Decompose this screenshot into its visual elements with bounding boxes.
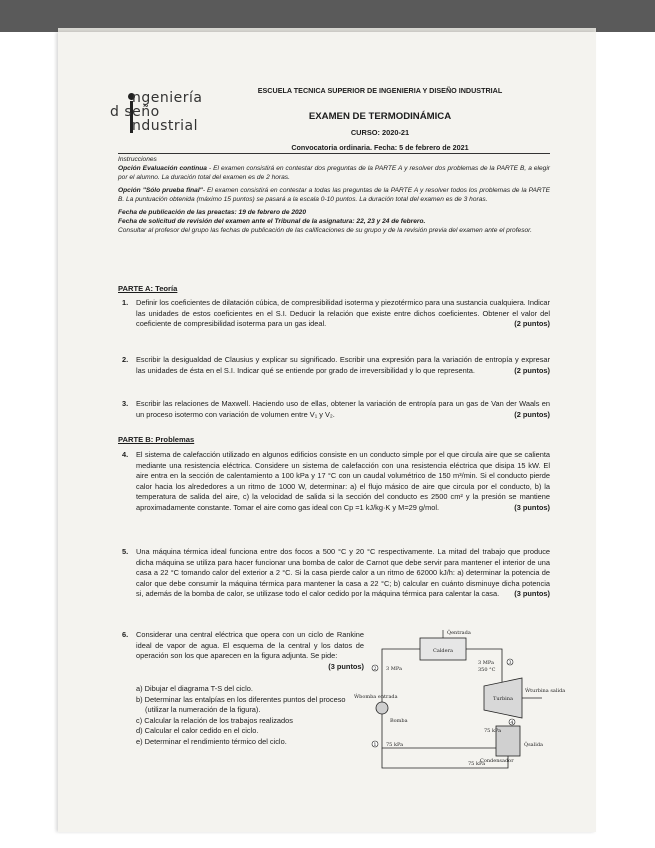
question-1-text: Definir los coeficientes de dilatación cúbica, de compresibilidad isoterma y piezotérmico para una sustancia cualquiera. Indicar las unidades de estos coeficientes en el S.I. Deducir la relación que existe entre dichos coeficientes. Obtener el valor del coeficiente de compresibilidad isoterma para un gas ideal. xyxy=(136,298,550,328)
boiler-label: Caldera xyxy=(433,648,453,654)
state-2-number: 2 xyxy=(373,666,377,672)
condenser-label: Condensador xyxy=(480,758,514,764)
question-6-points: (3 puntos) xyxy=(328,661,364,671)
question-4 xyxy=(122,450,550,513)
state-4-pressure: 75 kPa xyxy=(484,728,502,734)
exam-title: EXAMEN DE TERMODINÁMICA xyxy=(308,111,452,122)
option-continuous xyxy=(118,164,550,182)
question-6-item-b: b) Determinar las entalpías en los diferentes puntos del proceso (utilizar la numeración de la figura). xyxy=(136,694,346,714)
instructions-note: Consultar al profesor del grupo las fechas de publicación de las calificaciones de su grupo y de la revisión previa del examen ante el profesor. xyxy=(118,227,532,235)
header-divider xyxy=(118,153,550,154)
question-5 xyxy=(122,547,550,600)
question-2-points: (2 puntos) xyxy=(514,365,550,375)
option-continuous-text: - El examen consistirá en contestar dos preguntas de la PARTE A y resolver dos problemas de la PARTE B, a elegir por el alumno. La duración total del examen es de 2 horas. xyxy=(118,165,550,182)
pump-shape xyxy=(376,702,388,714)
logo-line-3: ndustrial xyxy=(132,118,199,134)
pump-in-label: Ẇbomba entrada xyxy=(354,694,398,700)
question-4-points: (3 puntos) xyxy=(514,502,550,512)
question-6 xyxy=(122,630,364,672)
pump-label: Bomba xyxy=(390,718,408,724)
instructions-heading: Instrucciones xyxy=(118,156,157,163)
part-b-title: PARTE B: Problemas xyxy=(118,435,195,444)
question-6-item-d: d) Calcular el calor cedido en el ciclo. xyxy=(136,726,259,735)
state-1-pressure: 75 kPa xyxy=(386,742,404,748)
question-6-items xyxy=(136,684,362,747)
question-5-number: 5. xyxy=(122,547,129,556)
logo-line-2: d seño xyxy=(110,104,160,120)
bottom-pressure: 75 kPa xyxy=(468,761,486,767)
part-a-title: PARTE A: Teoría xyxy=(118,284,178,293)
turbine-out-label: Ẇturbina salida xyxy=(525,688,566,694)
question-2 xyxy=(122,355,550,376)
question-1-points: (2 puntos) xyxy=(514,319,550,328)
question-3-text: Escribir las relaciones de Maxwell. Haciendo uso de ellas, obtener la variación de entropía para un gas de Van der Waals en un proceso isotermo con variación de volumen entre V₁ y V₂. xyxy=(136,399,550,419)
rankine-cycle-diagram xyxy=(354,628,566,776)
question-6-number: 6. xyxy=(122,630,129,639)
course-label: CURSO: 2020-21 xyxy=(350,128,410,137)
question-2-text: Escribir la desigualdad de Clausius y explicar su significado. Escribir una expresión para la variación de entropía y expresar las unidades de ésta en el S.I. Indicar qué se entiende por grado de irreversibilidad y lo que representa. xyxy=(136,355,550,375)
question-3 xyxy=(122,399,550,420)
school-name: ESCUELA TECNICA SUPERIOR DE INGENIERIA Y DISEÑO INDUSTRIAL xyxy=(257,86,503,95)
state-3-pressure: 3 MPa xyxy=(478,660,495,666)
school-logo xyxy=(100,88,225,148)
question-4-number: 4. xyxy=(122,450,129,459)
option-final xyxy=(118,186,550,204)
preactas-date: Fecha de publicación de las preactas: 19 de febrero de 2020 xyxy=(118,209,306,217)
question-6-item-a: a) Dibujar el diagrama T-S del ciclo. xyxy=(136,684,253,693)
state-1-number: 1 xyxy=(373,742,377,748)
logo-line-1: ngeniería xyxy=(132,90,203,106)
option-continuous-label: Opción Evaluación continua xyxy=(118,165,207,173)
heat-out-label: Q̇salida xyxy=(524,742,544,748)
question-6-text: Considerar una central eléctrica que opera con un ciclo de Rankine ideal de vapor de agua. El esquema de la central y los datos de operación son los que aparecen en la figura adjunta. Se pide: xyxy=(136,630,364,660)
turbine-label: Turbina xyxy=(493,696,513,702)
question-3-points: (2 puntos) xyxy=(514,409,550,419)
question-6-item-c: c) Calcular la relación de los trabajos realizados xyxy=(136,715,293,725)
state-3-number: 3 xyxy=(508,660,512,666)
option-final-label: Opción "Sólo prueba final" xyxy=(118,186,203,194)
question-5-points: (3 puntos) xyxy=(514,589,550,598)
question-2-number: 2. xyxy=(122,355,129,364)
option-final-text: - El examen consistirá en contestar a todas las preguntas de la PARTE A y resolver todos los problemas de la PARTE B. La puntuación obtenida (máximo 15 puntos) se pasará a la escala 0-10 puntos. La duración total del examen es de 3 horas. xyxy=(118,186,550,203)
question-1 xyxy=(122,298,550,330)
state-3-temperature: 350 °C xyxy=(478,667,496,673)
question-3-number: 3. xyxy=(122,399,129,408)
instructions-block xyxy=(118,155,550,236)
state-2-pressure: 3 MPa xyxy=(386,666,403,672)
state-4-number: 4 xyxy=(510,720,514,726)
question-4-text: El sistema de calefacción utilizado en algunos edificios consiste en un conducto simple por el que circula aire que se calienta mediante una resistencia eléctrica. Considere un sistema de calefacción con una resistencia eléctrica que disipa 15 kW. El aire entra en la sección de calentamiento a 100 kPa y 17 °C con un caudal volumétrico de 150 m³/min. Si el conducto pierde calor hacia los alrededores a un ritmo de 1000 W, determinar: a) el flujo másico de aire que circula por el conducto, b) la temperatura de salida del aire, c) la velocidad de salida si la sección del conducto es 2500 cm² y la presión se mantiene aproximadamente constante. Tomar el aire como gas ideal con Cp =1 kJ/kg·K y M=29 g/mol. xyxy=(136,450,550,512)
review-date: Fecha de solicitud de revisión del examen ante el Tribunal de la asignatura: 22, 23 y 24 de febrero. xyxy=(118,218,426,226)
session-date: Convocatoria ordinaria. Fecha: 5 de febrero de 2021 xyxy=(291,143,469,152)
question-5-text: Una máquina térmica ideal funciona entre dos focos a 500 °C y 20 °C respectivamente. La mitad del trabajo que produce dicha máquina se utiliza para hacer funcionar una bomba de calor de Carnot que debe servir para mantener el interior de una casa a 22 °C tomando calor del exterior a 2 °C. Si la casa pierde calor a un ritmo de 62000 kJ/h: a) determinar la potencia de calor que debe consumir la máquina térmica para mantener la casa a 22 °C; b) calcular en cuánto disminuye dicha potencia si, además de la bomba de calor, se utilizase todo el calor cedido por la máquina térmica para calentar la casa. xyxy=(136,547,550,598)
question-6-item-e: e) Determinar el rendimiento térmico del ciclo. xyxy=(136,736,287,746)
heat-in-label: Q̇entrada xyxy=(447,630,471,636)
question-1-number: 1. xyxy=(122,298,129,307)
